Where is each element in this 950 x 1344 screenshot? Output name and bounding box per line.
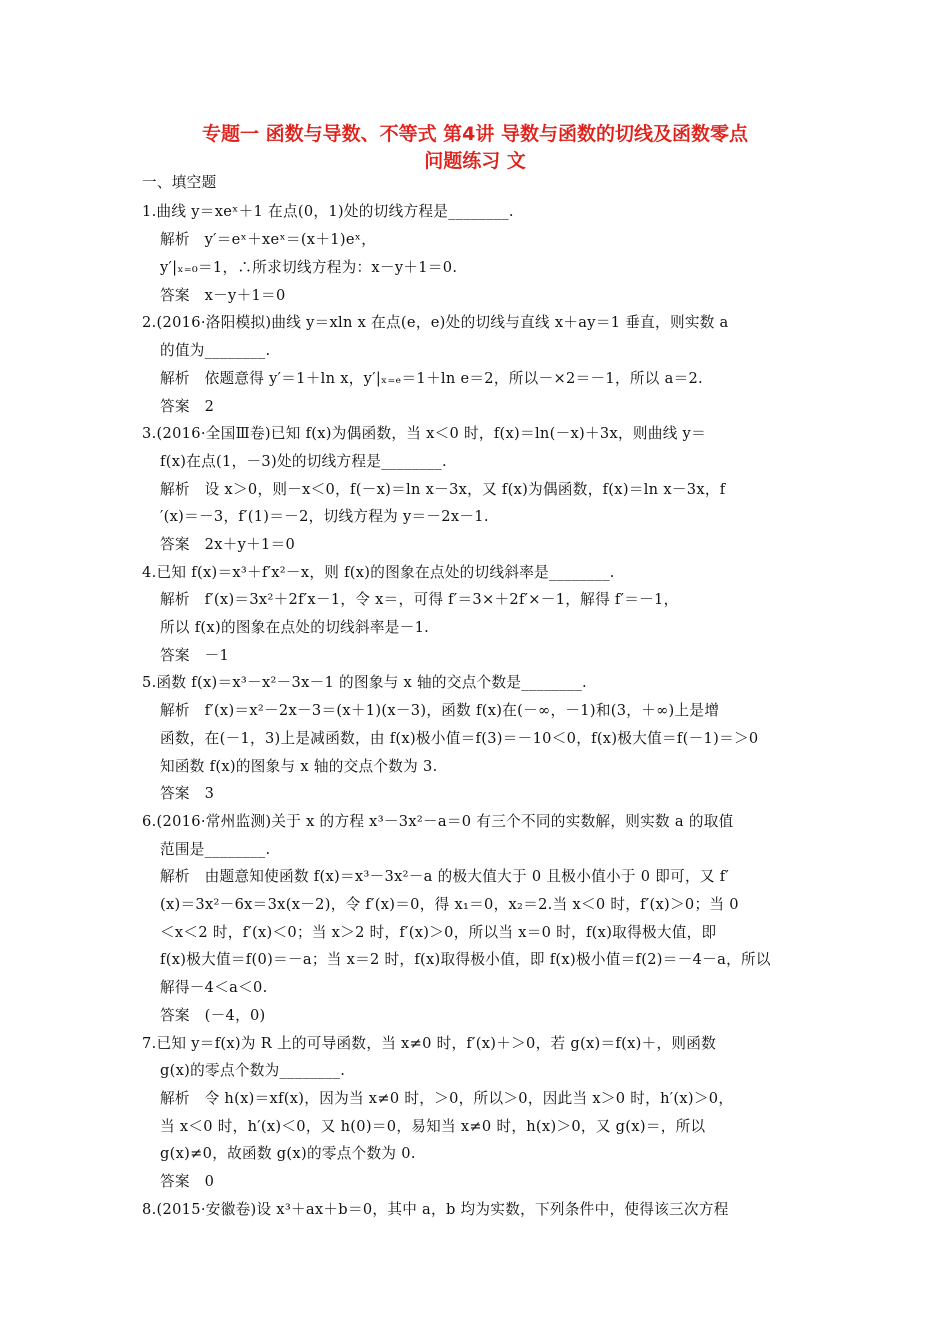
answer-analysis-line: ′(x)＝－3，f′(1)＝－2，切线方程为 y＝－2x－1. — [160, 508, 489, 525]
question-2: 2.(2016·洛阳模拟)曲线 y＝xln x 在点(e，e)处的切线与直线 x＋ay＝1 垂直，则实数 a — [142, 314, 729, 331]
question-6: 6.(2016·常州监测)关于 x 的方程 x³－3x²－a＝0 有三个不同的实数解，则实数 a 的取值 — [142, 813, 734, 830]
answer-analysis-line: 解析 令 h(x)＝xf(x)，因为当 x≠0 时，＞0，所以＞0，因此当 x＞0 时，h′(x)＞0， — [160, 1090, 734, 1107]
question-4: 4.已知 f(x)＝x³＋f′x²－x，则 f(x)的图象在点处的切线斜率是________. — [142, 564, 615, 581]
answer-analysis-line: 解析 依题意得 y′＝1＋ln x，y′|ₓ₌ₑ＝1＋ln e＝2，所以－×2＝－1，所以 a＝2. — [160, 370, 703, 387]
answer-analysis-line: 解析 y′＝eˣ＋xeˣ＝(x＋1)eˣ， — [160, 231, 377, 248]
answer-analysis-line: 解析 f′(x)＝3x²＋2f′x－1，令 x＝，可得 f′＝3×＋2f′×－1，解得 f′＝－1， — [160, 591, 679, 608]
answer-analysis-line: 知函数 f(x)的图象与 x 轴的交点个数为 3. — [160, 758, 438, 775]
answer-line: 答案 －1 — [160, 647, 230, 664]
question-continuation: g(x)的零点个数为________. — [160, 1062, 346, 1079]
answer-analysis-line: 所以 f(x)的图象在点处的切线斜率是－1. — [160, 619, 430, 636]
question-continuation: f(x)在点(1，－3)处的切线方程是________. — [160, 453, 447, 470]
answer-line: 答案 0 — [160, 1173, 215, 1190]
answer-analysis-line: 解得－4＜a＜0. — [160, 979, 268, 996]
question-1: 1.曲线 y＝xeˣ＋1 在点(0，1)处的切线方程是________. — [142, 203, 514, 220]
answer-analysis-line: 解析 f′(x)＝x²－2x－3＝(x＋1)(x－3)，函数 f(x)在(－∞，－1)和(3，＋∞)上是增 — [160, 702, 720, 719]
answer-line: 答案 3 — [160, 785, 215, 802]
answer-analysis-line: 解析 由题意知使函数 f(x)＝x³－3x²－a 的极大值大于 0 且极小值小于 0 即可，又 f′ — [160, 868, 730, 885]
question-continuation: 的值为________. — [160, 342, 271, 359]
question-3: 3.(2016·全国Ⅲ卷)已知 f(x)为偶函数，当 x＜0 时，f(x)＝ln(－x)＋3x，则曲线 y＝ — [142, 425, 706, 442]
question-7: 7.已知 y＝f(x)为 R 上的可导函数，当 x≠0 时，f′(x)＋＞0，若 g(x)＝f(x)＋，则函数 — [142, 1035, 717, 1052]
answer-analysis-line: ＜x＜2 时，f′(x)＜0；当 x＞2 时，f′(x)＞0，所以当 x＝0 时，f(x)取得极大值，即 — [160, 924, 717, 941]
question-8: 8.(2015·安徽卷)设 x³＋ax＋b＝0，其中 a，b 均为实数，下列条件中，使得该三次方程 — [142, 1201, 729, 1218]
answer-analysis-line: (x)＝3x²－6x＝3x(x－2)，令 f′(x)＝0，得 x₁＝0，x₂＝2.当 x＜0 时，f′(x)＞0；当 0 — [160, 896, 739, 913]
answer-line: 答案 x－y＋1＝0 — [160, 287, 286, 304]
question-continuation: 范围是________. — [160, 841, 271, 858]
answer-analysis-line: 函数，在(－1，3)上是减函数，由 f(x)极小值＝f(3)＝－10＜0，f(x)极大值＝f(－1)＝＞0 — [160, 730, 759, 747]
answer-analysis-line: 当 x＜0 时，h′(x)＜0，又 h(0)＝0，易知当 x≠0 时，h(x)＞0，又 g(x)＝，所以 — [160, 1118, 706, 1135]
answer-analysis-line: g(x)≠0，故函数 g(x)的零点个数为 0. — [160, 1145, 416, 1162]
question-5: 5.函数 f(x)＝x³－x²－3x－1 的图象与 x 轴的交点个数是________. — [142, 674, 587, 691]
answer-line: 答案 (－4，0) — [160, 1007, 266, 1024]
answer-analysis-line: y′|ₓ₌₀＝1，∴所求切线方程为：x－y＋1＝0. — [160, 259, 458, 276]
document-title-line-1: 专题一 函数与导数、不等式 第4讲 导数与函数的切线及函数零点 — [201, 123, 749, 145]
answer-line: 答案 2 — [160, 398, 215, 415]
section-heading: 一、填空题 — [142, 174, 217, 191]
answer-analysis-line: 解析 设 x＞0，则－x＜0，f(－x)＝ln x－3x，又 f(x)为偶函数，f(x)＝ln x－3x，f — [160, 481, 726, 498]
answer-analysis-line: f(x)极大值＝f(0)＝－a；当 x＝2 时，f(x)取得极小值，即 f(x)极小值＝f(2)＝－4－a，所以 — [160, 951, 771, 968]
answer-line: 答案 2x＋y＋1＝0 — [160, 536, 296, 553]
document-title-line-2: 问题练习 文 — [424, 150, 526, 172]
